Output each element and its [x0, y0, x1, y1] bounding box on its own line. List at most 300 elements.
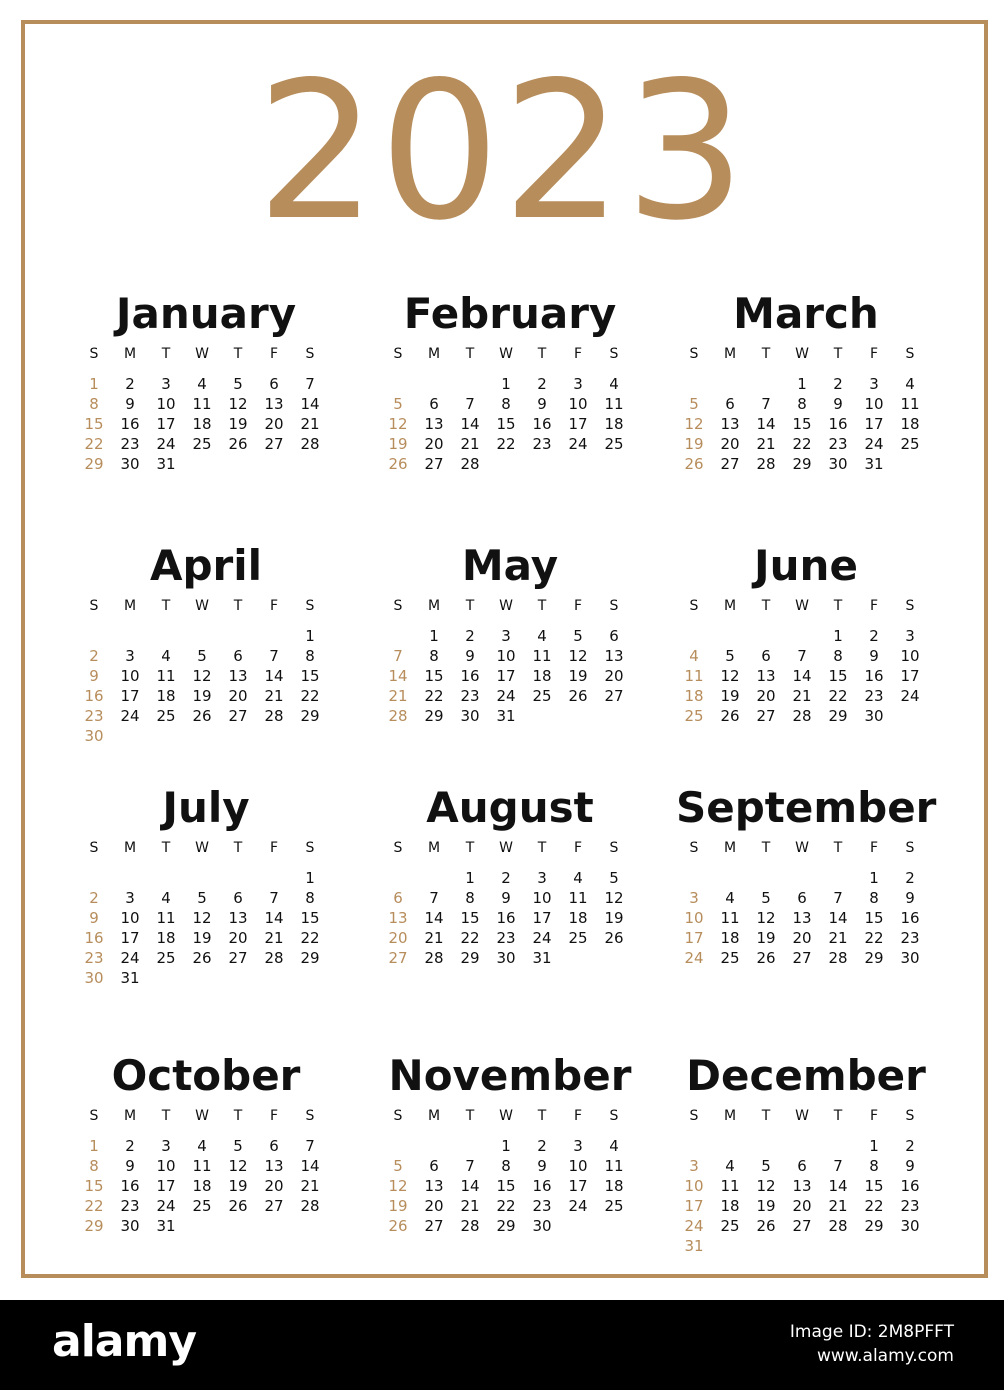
footer-bar — [0, 1300, 1004, 1390]
day-cell: 2 — [89, 647, 99, 665]
weekday-header: W — [195, 346, 209, 362]
day-cell: 27 — [228, 707, 248, 725]
day-cell: 5 — [725, 647, 735, 665]
day-cell: 18 — [684, 687, 704, 705]
day-cell: 14 — [388, 667, 408, 685]
day-cell: 22 — [828, 687, 848, 705]
day-cell: 21 — [756, 435, 776, 453]
weekday-header: S — [89, 598, 99, 614]
day-cell: 22 — [460, 929, 480, 947]
day-cell: 22 — [300, 929, 320, 947]
day-cell: 23 — [532, 1197, 552, 1215]
day-cell: 12 — [388, 415, 408, 433]
day-cell: 20 — [720, 435, 740, 453]
weekday-header: F — [573, 598, 583, 614]
weekday-header: W — [499, 346, 513, 362]
day-cell: 23 — [532, 435, 552, 453]
day-cell: 29 — [300, 707, 320, 725]
weekday-header: F — [869, 840, 879, 856]
day-cell: 24 — [156, 435, 176, 453]
day-cell: 19 — [604, 909, 624, 927]
day-cell: 30 — [864, 707, 884, 725]
day-cell: 13 — [604, 647, 624, 665]
day-cell: 9 — [905, 889, 915, 907]
day-cell: 21 — [424, 929, 444, 947]
day-cell: 11 — [192, 395, 212, 413]
day-cell: 6 — [393, 889, 403, 907]
day-cell: 9 — [89, 909, 99, 927]
day-cell: 26 — [228, 435, 248, 453]
day-cell: 19 — [568, 667, 588, 685]
day-cell: 4 — [725, 889, 735, 907]
day-cell: 6 — [797, 889, 807, 907]
day-cell: 3 — [501, 627, 511, 645]
day-cell: 25 — [900, 435, 920, 453]
day-cell: 31 — [864, 455, 884, 473]
day-cell: 18 — [156, 687, 176, 705]
month-april — [76, 540, 336, 745]
day-cell: 16 — [496, 909, 516, 927]
weekday-header: S — [305, 598, 315, 614]
day-cell: 8 — [305, 889, 315, 907]
day-cell: 4 — [161, 889, 171, 907]
day-cell: 29 — [300, 949, 320, 967]
day-cell: 26 — [604, 929, 624, 947]
day-cell: 15 — [828, 667, 848, 685]
weekday-header: S — [89, 346, 99, 362]
day-cell: 1 — [305, 627, 315, 645]
weekday-header: M — [123, 840, 137, 856]
weekday-header: T — [537, 840, 547, 856]
day-cell: 29 — [496, 1217, 516, 1235]
day-cell: 8 — [797, 395, 807, 413]
day-cell: 4 — [689, 647, 699, 665]
day-cell: 12 — [192, 909, 212, 927]
day-cell: 26 — [388, 1217, 408, 1235]
day-cell: 22 — [864, 1197, 884, 1215]
day-cell: 24 — [900, 687, 920, 705]
day-cell: 24 — [120, 949, 140, 967]
day-cell: 15 — [84, 415, 104, 433]
day-cell: 3 — [125, 889, 135, 907]
day-cell: 21 — [300, 1177, 320, 1195]
day-cell: 20 — [424, 1197, 444, 1215]
day-cell: 26 — [756, 1217, 776, 1235]
day-cell: 23 — [84, 949, 104, 967]
weekday-header: T — [833, 840, 843, 856]
day-cell: 24 — [532, 929, 552, 947]
day-cell: 5 — [197, 647, 207, 665]
day-cell: 14 — [424, 909, 444, 927]
month-name: February — [403, 289, 617, 338]
day-cell: 31 — [684, 1237, 704, 1255]
month-february — [380, 288, 640, 488]
day-cell: 12 — [568, 647, 588, 665]
day-cell: 31 — [156, 1217, 176, 1235]
day-cell: 10 — [568, 1157, 588, 1175]
weekday-header: T — [161, 1108, 171, 1124]
day-cell: 30 — [900, 949, 920, 967]
day-cell: 7 — [761, 395, 771, 413]
day-cell: 21 — [828, 929, 848, 947]
month-june — [676, 540, 936, 740]
day-cell: 3 — [573, 375, 583, 393]
day-cell: 2 — [537, 1137, 547, 1155]
day-cell: 1 — [429, 627, 439, 645]
day-cell: 18 — [604, 415, 624, 433]
day-cell: 9 — [833, 395, 843, 413]
day-cell: 27 — [756, 707, 776, 725]
day-cell: 21 — [828, 1197, 848, 1215]
day-cell: 30 — [900, 1217, 920, 1235]
day-cell: 29 — [84, 455, 104, 473]
day-cell: 25 — [604, 435, 624, 453]
weekday-header: M — [723, 598, 737, 614]
day-cell: 21 — [264, 687, 284, 705]
alamy-logo: alamy — [52, 1316, 196, 1367]
day-cell: 2 — [905, 1137, 915, 1155]
day-cell: 1 — [89, 1137, 99, 1155]
day-cell: 10 — [496, 647, 516, 665]
weekday-header: T — [233, 346, 243, 362]
weekday-header: F — [869, 346, 879, 362]
day-cell: 15 — [300, 667, 320, 685]
weekday-header: S — [609, 840, 619, 856]
day-cell: 28 — [264, 707, 284, 725]
day-cell: 2 — [905, 869, 915, 887]
day-cell: 27 — [264, 1197, 284, 1215]
month-name: April — [149, 541, 263, 590]
month-september — [676, 782, 936, 982]
day-cell: 4 — [609, 1137, 619, 1155]
weekday-header: S — [393, 346, 403, 362]
day-cell: 13 — [228, 667, 248, 685]
weekday-header: F — [869, 598, 879, 614]
day-cell: 2 — [869, 627, 879, 645]
weekday-header: W — [195, 598, 209, 614]
day-cell: 29 — [424, 707, 444, 725]
weekday-header: S — [305, 840, 315, 856]
day-cell: 4 — [161, 647, 171, 665]
day-cell: 14 — [264, 909, 284, 927]
day-cell: 20 — [756, 687, 776, 705]
day-cell: 28 — [300, 1197, 320, 1215]
day-cell: 10 — [156, 395, 176, 413]
day-cell: 1 — [501, 375, 511, 393]
day-cell: 30 — [120, 455, 140, 473]
weekday-header: W — [195, 840, 209, 856]
day-cell: 22 — [864, 929, 884, 947]
weekday-header: S — [609, 346, 619, 362]
day-cell: 2 — [537, 375, 547, 393]
weekday-header: S — [689, 598, 699, 614]
day-cell: 3 — [161, 1137, 171, 1155]
month-name: May — [461, 541, 559, 590]
day-cell: 11 — [604, 395, 624, 413]
day-cell: 26 — [568, 687, 588, 705]
day-cell: 16 — [900, 909, 920, 927]
day-cell: 22 — [792, 435, 812, 453]
weekday-header: M — [427, 1108, 441, 1124]
day-cell: 3 — [869, 375, 879, 393]
day-cell: 23 — [496, 929, 516, 947]
day-cell: 21 — [792, 687, 812, 705]
day-cell: 16 — [900, 1177, 920, 1195]
day-cell: 16 — [84, 687, 104, 705]
day-cell: 5 — [233, 375, 243, 393]
weekday-header: M — [427, 598, 441, 614]
day-cell: 29 — [460, 949, 480, 967]
day-cell: 30 — [532, 1217, 552, 1235]
day-cell: 20 — [264, 1177, 284, 1195]
day-cell: 30 — [828, 455, 848, 473]
day-cell: 15 — [864, 909, 884, 927]
day-cell: 27 — [720, 455, 740, 473]
day-cell: 5 — [393, 395, 403, 413]
day-cell: 10 — [864, 395, 884, 413]
day-cell: 10 — [156, 1157, 176, 1175]
weekday-header: T — [465, 346, 475, 362]
day-cell: 11 — [720, 1177, 740, 1195]
day-cell: 28 — [828, 1217, 848, 1235]
day-cell: 11 — [532, 647, 552, 665]
day-cell: 31 — [532, 949, 552, 967]
weekday-header: F — [269, 598, 279, 614]
weekday-header: T — [761, 598, 771, 614]
day-cell: 12 — [720, 667, 740, 685]
day-cell: 6 — [233, 889, 243, 907]
day-cell: 7 — [797, 647, 807, 665]
day-cell: 12 — [604, 889, 624, 907]
weekday-header: W — [499, 1108, 513, 1124]
day-cell: 7 — [465, 395, 475, 413]
day-cell: 25 — [156, 949, 176, 967]
weekday-header: W — [795, 346, 809, 362]
month-january — [76, 288, 336, 488]
month-name: November — [388, 1051, 632, 1100]
weekday-header: T — [833, 1108, 843, 1124]
day-cell: 13 — [228, 909, 248, 927]
day-cell: 14 — [460, 1177, 480, 1195]
day-cell: 25 — [604, 1197, 624, 1215]
day-cell: 25 — [568, 929, 588, 947]
weekday-header: W — [499, 598, 513, 614]
day-cell: 12 — [684, 415, 704, 433]
day-cell: 2 — [125, 375, 135, 393]
weekday-header: T — [537, 598, 547, 614]
day-cell: 18 — [532, 667, 552, 685]
day-cell: 13 — [264, 1157, 284, 1175]
weekday-header: S — [305, 346, 315, 362]
day-cell: 17 — [684, 1197, 704, 1215]
day-cell: 9 — [537, 395, 547, 413]
weekday-header: M — [723, 840, 737, 856]
day-cell: 1 — [501, 1137, 511, 1155]
day-cell: 7 — [429, 889, 439, 907]
weekday-header: S — [393, 598, 403, 614]
day-cell: 20 — [792, 1197, 812, 1215]
weekday-header: T — [761, 840, 771, 856]
day-cell: 15 — [792, 415, 812, 433]
weekday-header: W — [795, 840, 809, 856]
day-cell: 24 — [120, 707, 140, 725]
day-cell: 26 — [192, 949, 212, 967]
day-cell: 10 — [684, 909, 704, 927]
day-cell: 14 — [300, 1157, 320, 1175]
day-cell: 10 — [568, 395, 588, 413]
day-cell: 8 — [501, 395, 511, 413]
day-cell: 13 — [424, 415, 444, 433]
day-cell: 11 — [720, 909, 740, 927]
day-cell: 27 — [388, 949, 408, 967]
day-cell: 15 — [460, 909, 480, 927]
day-cell: 19 — [388, 435, 408, 453]
day-cell: 28 — [264, 949, 284, 967]
month-october — [76, 1050, 336, 1250]
weekday-header: M — [123, 1108, 137, 1124]
weekday-header: T — [233, 598, 243, 614]
day-cell: 31 — [156, 455, 176, 473]
month-name: January — [115, 289, 297, 338]
day-cell: 3 — [689, 1157, 699, 1175]
day-cell: 6 — [609, 627, 619, 645]
day-cell: 4 — [609, 375, 619, 393]
weekday-header: S — [393, 840, 403, 856]
day-cell: 13 — [264, 395, 284, 413]
day-cell: 24 — [684, 1217, 704, 1235]
day-cell: 16 — [864, 667, 884, 685]
day-cell: 27 — [424, 455, 444, 473]
day-cell: 15 — [424, 667, 444, 685]
weekday-header: T — [761, 346, 771, 362]
day-cell: 23 — [900, 1197, 920, 1215]
day-cell: 11 — [604, 1157, 624, 1175]
day-cell: 1 — [797, 375, 807, 393]
day-cell: 3 — [125, 647, 135, 665]
day-cell: 19 — [228, 415, 248, 433]
day-cell: 24 — [568, 435, 588, 453]
day-cell: 24 — [156, 1197, 176, 1215]
day-cell: 12 — [228, 395, 248, 413]
day-cell: 17 — [156, 415, 176, 433]
weekday-header: F — [269, 1108, 279, 1124]
day-cell: 18 — [156, 929, 176, 947]
day-cell: 14 — [828, 1177, 848, 1195]
day-cell: 3 — [905, 627, 915, 645]
image-id: Image ID: 2M8PFFT — [789, 1322, 954, 1342]
day-cell: 9 — [905, 1157, 915, 1175]
weekday-header: S — [609, 598, 619, 614]
weekday-header: T — [161, 840, 171, 856]
day-cell: 4 — [905, 375, 915, 393]
weekday-header: S — [905, 598, 915, 614]
month-november — [380, 1050, 640, 1250]
day-cell: 19 — [756, 929, 776, 947]
day-cell: 1 — [89, 375, 99, 393]
weekday-header: F — [573, 1108, 583, 1124]
weekday-header: M — [427, 840, 441, 856]
weekday-header: T — [233, 840, 243, 856]
day-cell: 8 — [429, 647, 439, 665]
day-cell: 18 — [900, 415, 920, 433]
day-cell: 11 — [684, 667, 704, 685]
day-cell: 8 — [305, 647, 315, 665]
month-name: August — [426, 783, 594, 832]
day-cell: 7 — [393, 647, 403, 665]
day-cell: 30 — [496, 949, 516, 967]
weekday-header: T — [537, 346, 547, 362]
weekday-header: T — [833, 598, 843, 614]
day-cell: 31 — [120, 969, 140, 987]
day-cell: 5 — [761, 889, 771, 907]
day-cell: 19 — [388, 1197, 408, 1215]
day-cell: 17 — [532, 909, 552, 927]
day-cell: 9 — [125, 1157, 135, 1175]
day-cell: 13 — [756, 667, 776, 685]
day-cell: 30 — [120, 1217, 140, 1235]
day-cell: 4 — [573, 869, 583, 887]
day-cell: 3 — [537, 869, 547, 887]
day-cell: 17 — [120, 687, 140, 705]
weekday-header: S — [905, 1108, 915, 1124]
day-cell: 28 — [756, 455, 776, 473]
day-cell: 6 — [797, 1157, 807, 1175]
day-cell: 14 — [300, 395, 320, 413]
day-cell: 17 — [120, 929, 140, 947]
day-cell: 18 — [604, 1177, 624, 1195]
day-cell: 5 — [689, 395, 699, 413]
day-cell: 29 — [864, 1217, 884, 1235]
day-cell: 22 — [424, 687, 444, 705]
day-cell: 23 — [84, 707, 104, 725]
day-cell: 1 — [465, 869, 475, 887]
weekday-header: W — [795, 598, 809, 614]
day-cell: 10 — [684, 1177, 704, 1195]
day-cell: 29 — [84, 1217, 104, 1235]
day-cell: 9 — [89, 667, 99, 685]
day-cell: 7 — [305, 375, 315, 393]
weekday-header: T — [537, 1108, 547, 1124]
weekday-header: M — [723, 346, 737, 362]
day-cell: 31 — [496, 707, 516, 725]
day-cell: 22 — [300, 687, 320, 705]
day-cell: 9 — [125, 395, 135, 413]
day-cell: 8 — [501, 1157, 511, 1175]
day-cell: 5 — [233, 1137, 243, 1155]
day-cell: 30 — [460, 707, 480, 725]
day-cell: 15 — [864, 1177, 884, 1195]
weekday-header: S — [905, 840, 915, 856]
day-cell: 30 — [84, 969, 104, 987]
day-cell: 8 — [89, 1157, 99, 1175]
weekday-header: T — [233, 1108, 243, 1124]
day-cell: 16 — [120, 1177, 140, 1195]
day-cell: 11 — [156, 909, 176, 927]
day-cell: 25 — [192, 1197, 212, 1215]
day-cell: 24 — [864, 435, 884, 453]
day-cell: 2 — [833, 375, 843, 393]
day-cell: 8 — [869, 889, 879, 907]
day-cell: 5 — [197, 889, 207, 907]
day-cell: 21 — [264, 929, 284, 947]
day-cell: 12 — [388, 1177, 408, 1195]
day-cell: 17 — [496, 667, 516, 685]
day-cell: 14 — [264, 667, 284, 685]
day-cell: 28 — [460, 1217, 480, 1235]
day-cell: 29 — [864, 949, 884, 967]
weekday-header: S — [89, 1108, 99, 1124]
weekday-header: M — [123, 346, 137, 362]
